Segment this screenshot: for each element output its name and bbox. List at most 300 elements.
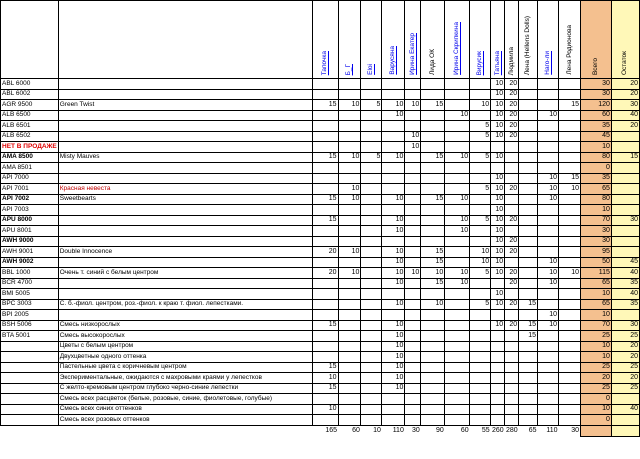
value-cell[interactable]: 35: [581, 173, 612, 184]
value-cell[interactable]: [519, 226, 538, 237]
value-cell[interactable]: [559, 131, 581, 142]
value-cell[interactable]: [538, 373, 559, 384]
value-cell[interactable]: 10: [538, 173, 559, 184]
value-cell[interactable]: 10: [581, 404, 612, 415]
value-cell[interactable]: [491, 310, 505, 321]
value-cell[interactable]: [519, 100, 538, 111]
value-cell[interactable]: 15: [421, 100, 445, 111]
value-cell[interactable]: [559, 152, 581, 163]
value-cell[interactable]: 10: [470, 100, 491, 111]
value-cell[interactable]: [421, 352, 445, 363]
value-cell[interactable]: 10: [491, 247, 505, 258]
value-cell[interactable]: 65: [581, 299, 612, 310]
value-cell[interactable]: 30: [581, 226, 612, 237]
value-cell[interactable]: 10: [491, 100, 505, 111]
value-cell[interactable]: [405, 341, 421, 352]
value-cell[interactable]: [470, 205, 491, 216]
column-header[interactable]: [519, 1, 538, 79]
value-cell[interactable]: [538, 362, 559, 373]
value-cell[interactable]: 10: [491, 121, 505, 132]
column-header[interactable]: [559, 1, 581, 79]
value-cell[interactable]: [445, 142, 470, 153]
value-cell[interactable]: [338, 215, 361, 226]
total-cell[interactable]: 90: [435, 426, 444, 434]
value-cell[interactable]: 25: [581, 331, 612, 342]
name-cell[interactable]: Смесь всех синих оттенков: [58, 404, 312, 415]
value-cell[interactable]: [559, 215, 581, 226]
value-cell[interactable]: [470, 173, 491, 184]
name-cell[interactable]: [58, 142, 312, 153]
value-cell[interactable]: 10: [312, 404, 338, 415]
value-cell[interactable]: 10: [581, 352, 612, 363]
value-cell[interactable]: [470, 194, 491, 205]
value-cell[interactable]: 10: [581, 310, 612, 321]
value-cell[interactable]: 10: [338, 152, 361, 163]
column-header[interactable]: [445, 1, 470, 79]
value-cell[interactable]: 115: [581, 268, 612, 279]
value-cell[interactable]: [445, 236, 470, 247]
value-cell[interactable]: [559, 121, 581, 132]
value-cell[interactable]: [611, 194, 639, 205]
name-cell[interactable]: [58, 215, 312, 226]
value-cell[interactable]: 20: [505, 100, 519, 111]
value-cell[interactable]: [338, 131, 361, 142]
value-cell[interactable]: [338, 89, 361, 100]
name-cell[interactable]: [58, 89, 312, 100]
value-cell[interactable]: 0: [581, 415, 612, 426]
value-cell[interactable]: [470, 278, 491, 289]
value-cell[interactable]: [361, 257, 382, 268]
value-cell[interactable]: 25: [611, 383, 639, 394]
code-cell[interactable]: BTA 5001: [1, 331, 59, 342]
value-cell[interactable]: [361, 299, 382, 310]
value-cell[interactable]: [611, 310, 639, 321]
value-cell[interactable]: [338, 226, 361, 237]
value-cell[interactable]: 10: [559, 184, 581, 195]
value-cell[interactable]: [405, 289, 421, 300]
value-cell[interactable]: [382, 310, 405, 321]
name-cell[interactable]: Green Twist: [58, 100, 312, 111]
value-cell[interactable]: 40: [611, 289, 639, 300]
column-header-link[interactable]: Б_Г: [345, 63, 353, 75]
value-cell[interactable]: 40: [611, 110, 639, 121]
value-cell[interactable]: [611, 247, 639, 258]
value-cell[interactable]: [421, 341, 445, 352]
value-cell[interactable]: [382, 415, 405, 426]
value-cell[interactable]: [338, 173, 361, 184]
value-cell[interactable]: [559, 299, 581, 310]
value-cell[interactable]: 5: [361, 100, 382, 111]
value-cell[interactable]: 20: [611, 352, 639, 363]
value-cell[interactable]: [470, 404, 491, 415]
column-header[interactable]: [581, 1, 612, 79]
value-cell[interactable]: [421, 362, 445, 373]
value-cell[interactable]: [470, 89, 491, 100]
value-cell[interactable]: [338, 110, 361, 121]
value-cell[interactable]: [538, 236, 559, 247]
value-cell[interactable]: [338, 341, 361, 352]
value-cell[interactable]: [559, 226, 581, 237]
name-cell[interactable]: [58, 205, 312, 216]
value-cell[interactable]: [361, 173, 382, 184]
value-cell[interactable]: [611, 131, 639, 142]
value-cell[interactable]: [445, 404, 470, 415]
value-cell[interactable]: [611, 184, 639, 195]
value-cell[interactable]: [312, 310, 338, 321]
value-cell[interactable]: [421, 383, 445, 394]
column-header[interactable]: [538, 1, 559, 79]
code-cell[interactable]: AWH 9002: [1, 257, 59, 268]
value-cell[interactable]: [611, 173, 639, 184]
value-cell[interactable]: [312, 278, 338, 289]
total-cell[interactable]: 30: [571, 426, 579, 434]
value-cell[interactable]: 20: [505, 320, 519, 331]
value-cell[interactable]: [445, 163, 470, 174]
value-cell[interactable]: [421, 173, 445, 184]
value-cell[interactable]: 15: [312, 320, 338, 331]
value-cell[interactable]: [538, 394, 559, 405]
value-cell[interactable]: 40: [611, 268, 639, 279]
value-cell[interactable]: 10: [338, 247, 361, 258]
value-cell[interactable]: [538, 415, 559, 426]
value-cell[interactable]: [538, 100, 559, 111]
value-cell[interactable]: 10: [445, 268, 470, 279]
value-cell[interactable]: [421, 331, 445, 342]
value-cell[interactable]: 45: [581, 131, 612, 142]
value-cell[interactable]: 20: [611, 79, 639, 90]
value-cell[interactable]: [505, 142, 519, 153]
value-cell[interactable]: 10: [382, 383, 405, 394]
value-cell[interactable]: 10: [445, 278, 470, 289]
value-cell[interactable]: [361, 194, 382, 205]
value-cell[interactable]: 20: [505, 268, 519, 279]
value-cell[interactable]: [445, 299, 470, 310]
code-cell[interactable]: BPC 3003: [1, 299, 59, 310]
name-cell[interactable]: Двухцветные одного оттенка: [58, 352, 312, 363]
value-cell[interactable]: [338, 352, 361, 363]
value-cell[interactable]: 20: [312, 268, 338, 279]
value-cell[interactable]: [382, 236, 405, 247]
value-cell[interactable]: 10: [538, 184, 559, 195]
value-cell[interactable]: [505, 152, 519, 163]
name-cell[interactable]: [58, 226, 312, 237]
value-cell[interactable]: 20: [312, 247, 338, 258]
value-cell[interactable]: 10: [581, 341, 612, 352]
value-cell[interactable]: 20: [611, 341, 639, 352]
name-cell[interactable]: Смесь всех расцветок (белые, розовые, синие, фиолетовые, голубые): [58, 394, 312, 405]
value-cell[interactable]: [559, 310, 581, 321]
value-cell[interactable]: [382, 89, 405, 100]
column-header-link[interactable]: Eloi: [367, 64, 375, 75]
name-cell[interactable]: [58, 79, 312, 90]
value-cell[interactable]: [470, 226, 491, 237]
value-cell[interactable]: 30: [581, 236, 612, 247]
value-cell[interactable]: [421, 205, 445, 216]
code-cell[interactable]: [1, 383, 59, 394]
code-cell[interactable]: [1, 404, 59, 415]
value-cell[interactable]: [445, 310, 470, 321]
value-cell[interactable]: [519, 152, 538, 163]
value-cell[interactable]: [361, 268, 382, 279]
value-cell[interactable]: 15: [312, 152, 338, 163]
value-cell[interactable]: 10: [421, 268, 445, 279]
value-cell[interactable]: [445, 331, 470, 342]
value-cell[interactable]: [611, 226, 639, 237]
value-cell[interactable]: [505, 163, 519, 174]
value-cell[interactable]: 10: [382, 299, 405, 310]
value-cell[interactable]: 10: [538, 310, 559, 321]
value-cell[interactable]: [338, 415, 361, 426]
value-cell[interactable]: 20: [505, 278, 519, 289]
value-cell[interactable]: 10: [382, 110, 405, 121]
value-cell[interactable]: [470, 310, 491, 321]
column-header[interactable]: [338, 1, 361, 79]
name-cell[interactable]: Misty Mauves: [58, 152, 312, 163]
column-header-link[interactable]: Вирусик: [476, 50, 484, 75]
value-cell[interactable]: [405, 310, 421, 321]
code-cell[interactable]: APU 8001: [1, 226, 59, 237]
value-cell[interactable]: 40: [611, 404, 639, 415]
code-cell[interactable]: [1, 352, 59, 363]
value-cell[interactable]: 65: [581, 278, 612, 289]
value-cell[interactable]: [519, 404, 538, 415]
value-cell[interactable]: [382, 394, 405, 405]
value-cell[interactable]: 10: [382, 215, 405, 226]
column-header-link[interactable]: Ирина Екатер: [408, 33, 416, 75]
value-cell[interactable]: [405, 194, 421, 205]
value-cell[interactable]: [519, 236, 538, 247]
total-cell[interactable]: [581, 425, 612, 436]
value-cell[interactable]: [538, 352, 559, 363]
value-cell[interactable]: [382, 163, 405, 174]
value-cell[interactable]: [505, 310, 519, 321]
value-cell[interactable]: [611, 394, 639, 405]
value-cell[interactable]: [405, 247, 421, 258]
value-cell[interactable]: [361, 131, 382, 142]
value-cell[interactable]: 10: [491, 110, 505, 121]
value-cell[interactable]: [312, 415, 338, 426]
value-cell[interactable]: 5: [470, 184, 491, 195]
value-cell[interactable]: 10: [445, 110, 470, 121]
value-cell[interactable]: [312, 110, 338, 121]
value-cell[interactable]: 20: [581, 373, 612, 384]
value-cell[interactable]: 10: [382, 100, 405, 111]
value-cell[interactable]: 30: [581, 79, 612, 90]
value-cell[interactable]: [421, 163, 445, 174]
value-cell[interactable]: [445, 79, 470, 90]
code-cell[interactable]: ALB 6500: [1, 110, 59, 121]
value-cell[interactable]: [405, 362, 421, 373]
name-cell[interactable]: Красная невеста: [58, 184, 312, 195]
name-header-cell[interactable]: [58, 1, 312, 79]
value-cell[interactable]: [382, 184, 405, 195]
value-cell[interactable]: [361, 226, 382, 237]
value-cell[interactable]: [519, 121, 538, 132]
code-cell[interactable]: API 7000: [1, 173, 59, 184]
value-cell[interactable]: [312, 121, 338, 132]
code-cell[interactable]: API 7001: [1, 184, 59, 195]
code-cell[interactable]: API 7002: [1, 194, 59, 205]
value-cell[interactable]: [505, 394, 519, 405]
value-cell[interactable]: 60: [581, 110, 612, 121]
value-cell[interactable]: [445, 383, 470, 394]
value-cell[interactable]: [421, 131, 445, 142]
value-cell[interactable]: 35: [611, 299, 639, 310]
value-cell[interactable]: [559, 236, 581, 247]
value-cell[interactable]: [405, 415, 421, 426]
value-cell[interactable]: 10: [491, 257, 505, 268]
value-cell[interactable]: [519, 215, 538, 226]
value-cell[interactable]: [559, 289, 581, 300]
value-cell[interactable]: [505, 404, 519, 415]
value-cell[interactable]: 10: [581, 289, 612, 300]
code-cell[interactable]: [1, 362, 59, 373]
value-cell[interactable]: [559, 373, 581, 384]
value-cell[interactable]: [405, 394, 421, 405]
value-cell[interactable]: [338, 299, 361, 310]
value-cell[interactable]: [538, 299, 559, 310]
value-cell[interactable]: [519, 89, 538, 100]
value-cell[interactable]: [312, 257, 338, 268]
value-cell[interactable]: [405, 373, 421, 384]
value-cell[interactable]: 10: [491, 79, 505, 90]
value-cell[interactable]: [491, 341, 505, 352]
value-cell[interactable]: [312, 79, 338, 90]
value-cell[interactable]: 15: [312, 362, 338, 373]
value-cell[interactable]: [559, 257, 581, 268]
value-cell[interactable]: [538, 247, 559, 258]
value-cell[interactable]: [538, 79, 559, 90]
value-cell[interactable]: 0: [581, 163, 612, 174]
value-cell[interactable]: [559, 205, 581, 216]
value-cell[interactable]: 30: [611, 215, 639, 226]
code-cell[interactable]: [1, 341, 59, 352]
value-cell[interactable]: [491, 331, 505, 342]
value-cell[interactable]: [519, 383, 538, 394]
value-cell[interactable]: [405, 79, 421, 90]
value-cell[interactable]: 15: [421, 247, 445, 258]
code-cell[interactable]: BBL 1000: [1, 268, 59, 279]
value-cell[interactable]: [405, 383, 421, 394]
code-cell[interactable]: AWH 9001: [1, 247, 59, 258]
value-cell[interactable]: [470, 362, 491, 373]
corner-cell[interactable]: [1, 1, 59, 79]
value-cell[interactable]: [421, 121, 445, 132]
total-cell[interactable]: 165: [325, 426, 338, 434]
value-cell[interactable]: [312, 163, 338, 174]
total-cell[interactable]: 280: [505, 426, 518, 434]
value-cell[interactable]: 10: [538, 278, 559, 289]
code-cell[interactable]: AMA 8501: [1, 163, 59, 174]
value-cell[interactable]: 10: [491, 131, 505, 142]
value-cell[interactable]: [382, 404, 405, 415]
value-cell[interactable]: [505, 226, 519, 237]
value-cell[interactable]: [505, 352, 519, 363]
value-cell[interactable]: 10: [470, 257, 491, 268]
value-cell[interactable]: [312, 394, 338, 405]
value-cell[interactable]: 120: [581, 100, 612, 111]
total-cell[interactable]: 260: [491, 426, 504, 434]
value-cell[interactable]: [382, 142, 405, 153]
name-cell[interactable]: Смесь низкорослых: [58, 320, 312, 331]
column-header-link[interactable]: Ирина Скрипкина: [453, 22, 461, 75]
value-cell[interactable]: [505, 415, 519, 426]
name-cell[interactable]: [58, 310, 312, 321]
value-cell[interactable]: 50: [581, 257, 612, 268]
value-cell[interactable]: [505, 194, 519, 205]
code-cell[interactable]: ABL 6000: [1, 79, 59, 90]
value-cell[interactable]: 10: [538, 257, 559, 268]
value-cell[interactable]: 10: [491, 226, 505, 237]
name-cell[interactable]: [58, 121, 312, 132]
value-cell[interactable]: [405, 205, 421, 216]
value-cell[interactable]: [361, 89, 382, 100]
name-cell[interactable]: [58, 131, 312, 142]
value-cell[interactable]: 10: [405, 268, 421, 279]
value-cell[interactable]: 20: [505, 110, 519, 121]
value-cell[interactable]: [491, 142, 505, 153]
value-cell[interactable]: [538, 331, 559, 342]
value-cell[interactable]: [421, 289, 445, 300]
value-cell[interactable]: [405, 352, 421, 363]
value-cell[interactable]: [382, 79, 405, 90]
code-cell[interactable]: BCR 4700: [1, 278, 59, 289]
value-cell[interactable]: [491, 415, 505, 426]
value-cell[interactable]: 20: [505, 236, 519, 247]
value-cell[interactable]: [559, 278, 581, 289]
value-cell[interactable]: 10: [405, 131, 421, 142]
value-cell[interactable]: [338, 362, 361, 373]
value-cell[interactable]: 25: [581, 383, 612, 394]
value-cell[interactable]: [519, 268, 538, 279]
value-cell[interactable]: [361, 404, 382, 415]
value-cell[interactable]: 15: [421, 257, 445, 268]
value-cell[interactable]: [361, 205, 382, 216]
value-cell[interactable]: [470, 341, 491, 352]
value-cell[interactable]: 5: [470, 131, 491, 142]
value-cell[interactable]: [445, 100, 470, 111]
value-cell[interactable]: [519, 352, 538, 363]
value-cell[interactable]: [559, 383, 581, 394]
value-cell[interactable]: 5: [470, 299, 491, 310]
code-cell[interactable]: AMA 8500: [1, 152, 59, 163]
code-cell[interactable]: BPI 2005: [1, 310, 59, 321]
value-cell[interactable]: [611, 415, 639, 426]
value-cell[interactable]: [519, 131, 538, 142]
value-cell[interactable]: [405, 110, 421, 121]
code-cell[interactable]: [1, 373, 59, 384]
total-cell[interactable]: 65: [528, 426, 537, 434]
column-header[interactable]: [405, 1, 421, 79]
value-cell[interactable]: [421, 215, 445, 226]
value-cell[interactable]: 20: [505, 121, 519, 132]
value-cell[interactable]: [505, 173, 519, 184]
value-cell[interactable]: [445, 131, 470, 142]
column-header[interactable]: [505, 1, 519, 79]
value-cell[interactable]: 30: [611, 320, 639, 331]
value-cell[interactable]: [445, 362, 470, 373]
value-cell[interactable]: 10: [491, 320, 505, 331]
value-cell[interactable]: [538, 205, 559, 216]
value-cell[interactable]: [361, 79, 382, 90]
value-cell[interactable]: [538, 226, 559, 237]
column-header-link[interactable]: Тапочка: [321, 50, 329, 75]
value-cell[interactable]: [405, 152, 421, 163]
value-cell[interactable]: [538, 152, 559, 163]
code-cell[interactable]: BMI 5005: [1, 289, 59, 300]
value-cell[interactable]: 10: [312, 373, 338, 384]
value-cell[interactable]: [519, 362, 538, 373]
